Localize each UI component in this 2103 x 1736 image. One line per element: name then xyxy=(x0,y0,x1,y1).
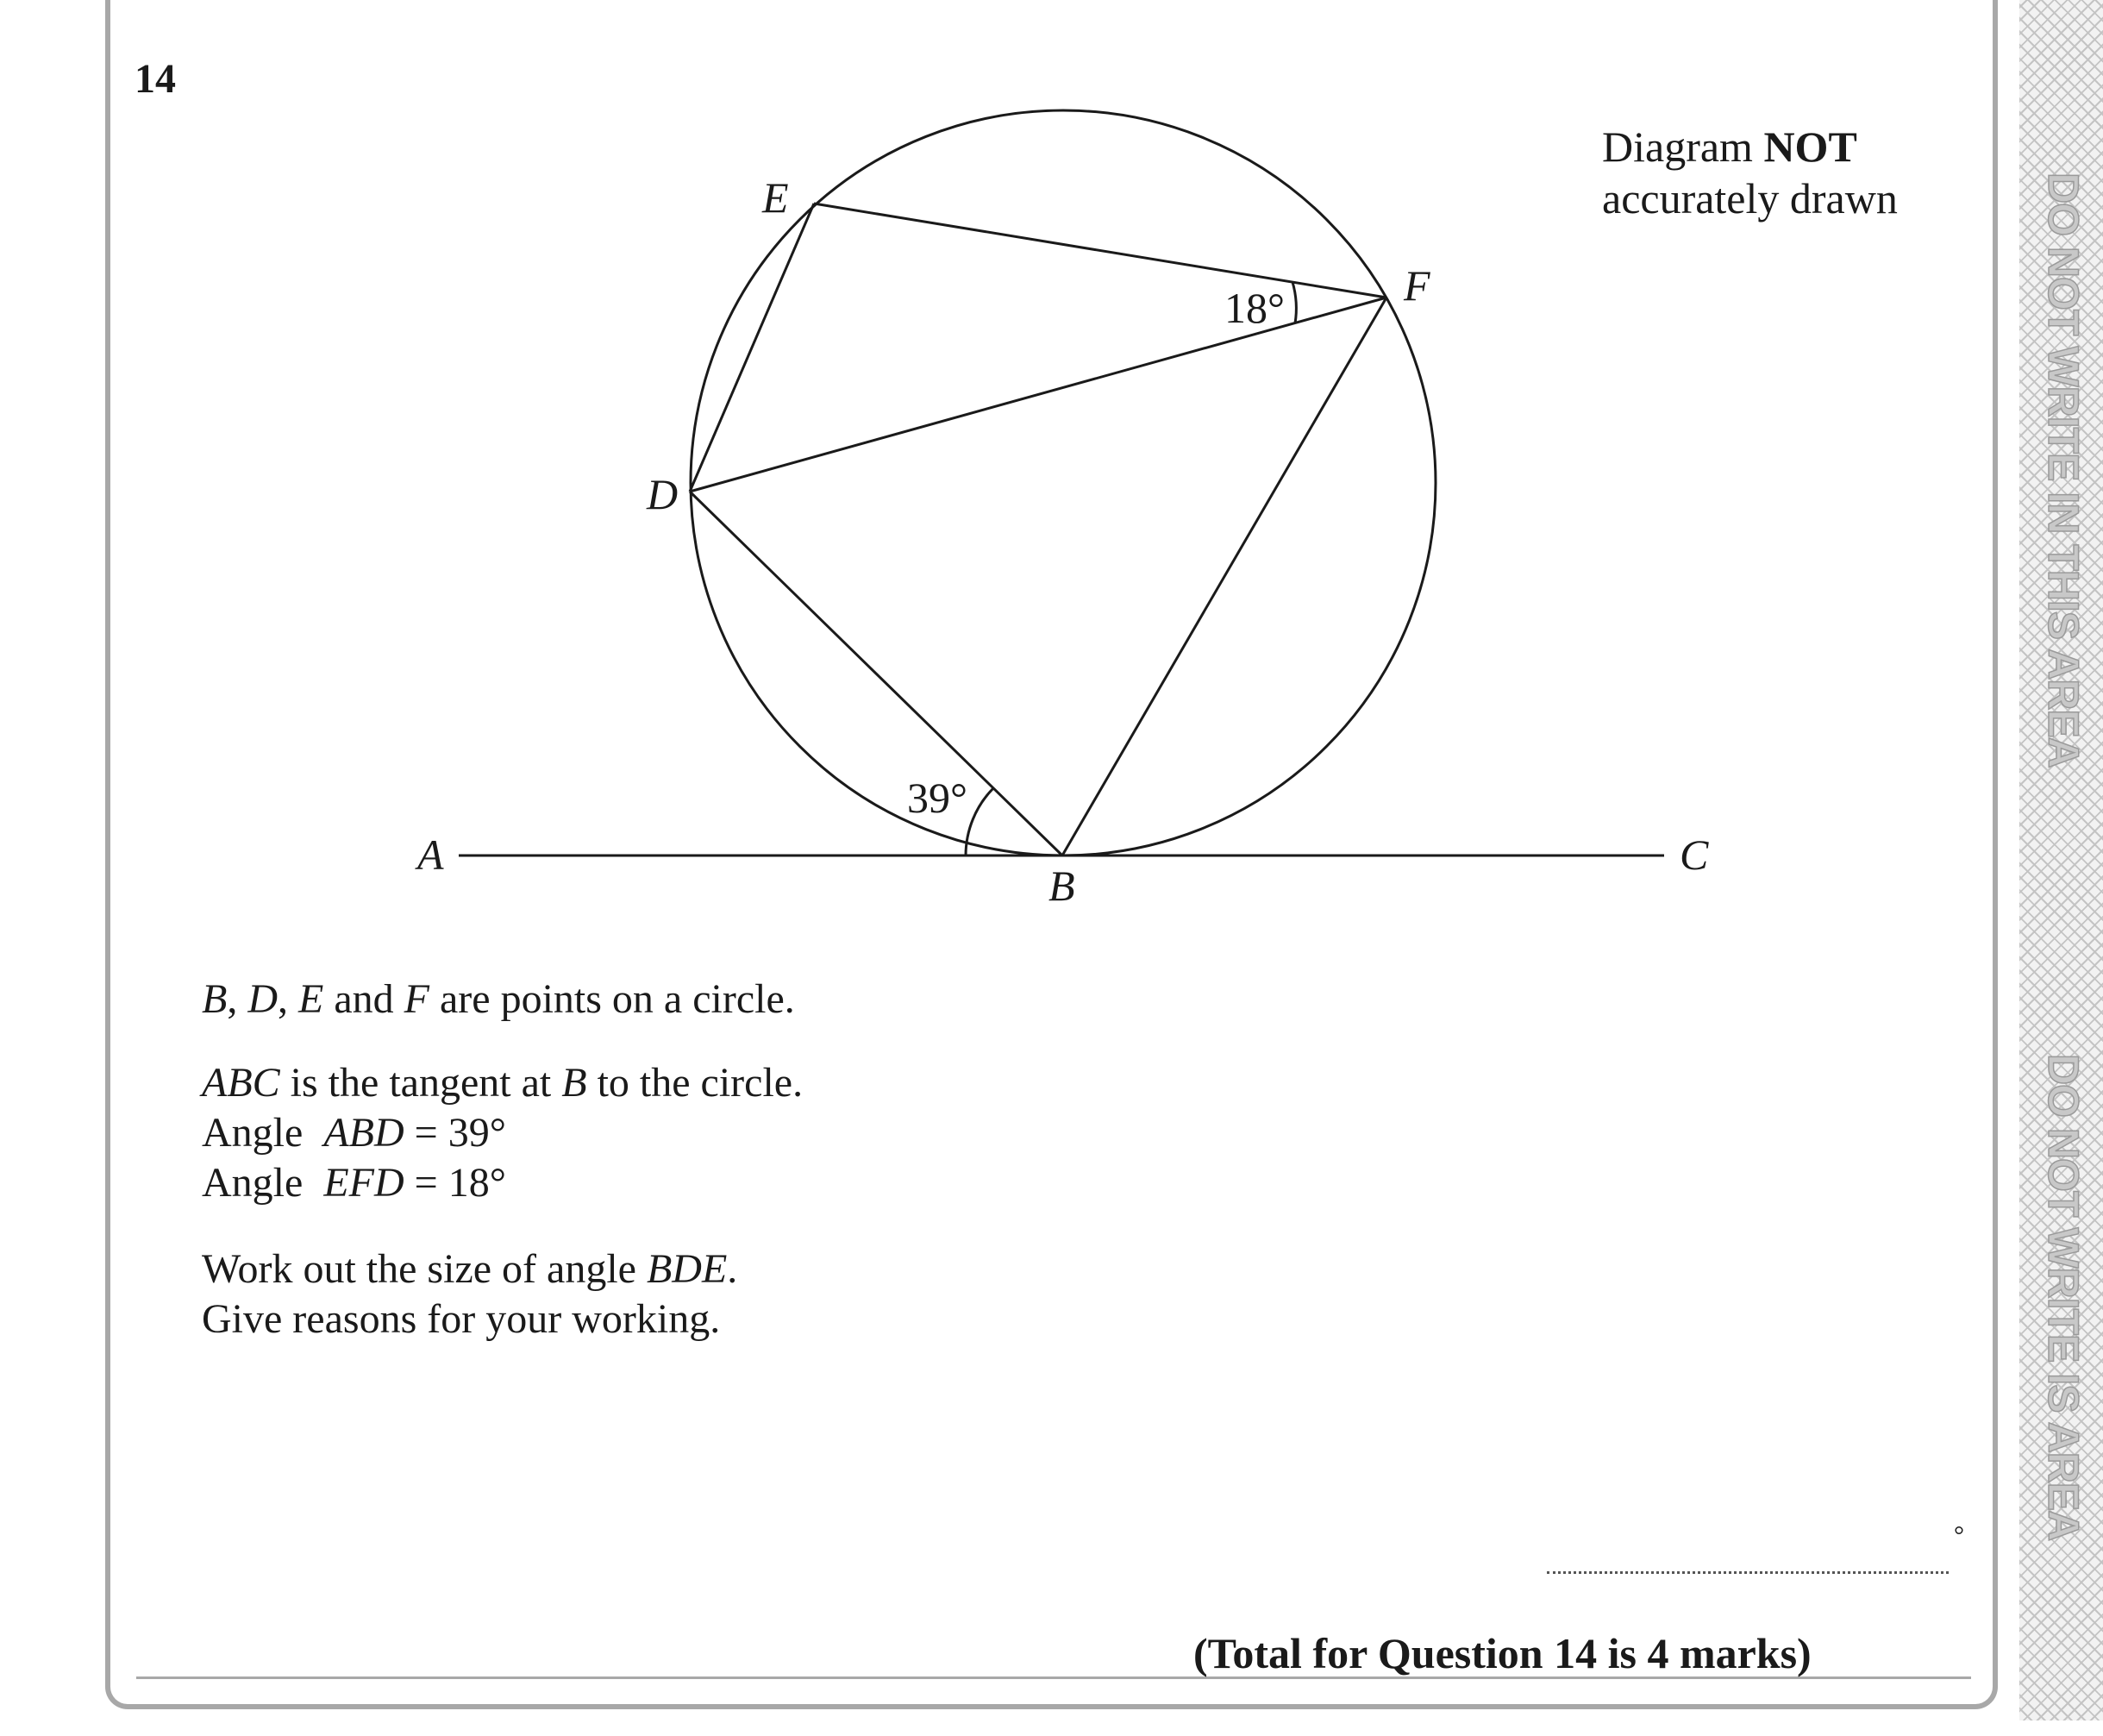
statement-mid: is the tangent at xyxy=(279,1060,562,1106)
note-prefix: Diagram xyxy=(1602,122,1764,171)
label-f: F xyxy=(1404,261,1430,310)
angle-value: = 18° xyxy=(404,1160,506,1206)
label-d: D xyxy=(647,470,679,518)
statement-angle-abd xyxy=(202,1108,506,1158)
statement-tangent xyxy=(202,1058,803,1108)
var-b: B xyxy=(561,1060,587,1106)
var-b: B xyxy=(202,976,228,1022)
margin-warning-bottom: DO NOT WRITE IS AREA xyxy=(2039,1054,2087,1541)
comma: , xyxy=(278,976,298,1022)
question-number: 14 xyxy=(135,56,176,102)
var-bde: BDE xyxy=(646,1246,728,1292)
instruction-text: Work out the size of angle xyxy=(202,1246,647,1292)
statement-angle-efd xyxy=(202,1158,506,1208)
answer-degree-symbol: ° xyxy=(1954,1521,1964,1550)
segment-fb xyxy=(1062,298,1386,855)
angle-value: = 39° xyxy=(404,1110,506,1156)
statement-rest: are points on a circle. xyxy=(429,976,795,1022)
angle-word: Angle xyxy=(202,1160,324,1206)
var-efd: EFD xyxy=(323,1160,404,1206)
comma: , xyxy=(227,976,248,1022)
word-and: and xyxy=(323,976,404,1022)
angle-arc-efd xyxy=(1292,282,1296,323)
total-marks: (Total for Question 14 is 4 marks) xyxy=(1193,1629,1812,1677)
label-b: B xyxy=(1048,862,1075,910)
note-line2: accurately drawn xyxy=(1602,174,1898,222)
segment-ef xyxy=(814,204,1386,298)
instruction-reasons: Give reasons for your working. xyxy=(202,1296,721,1342)
var-abc: ABC xyxy=(202,1060,280,1106)
angle-label-18: 18° xyxy=(1224,284,1285,332)
segment-de xyxy=(690,204,814,492)
label-e: E xyxy=(762,173,789,222)
var-e: E xyxy=(298,976,324,1022)
note-not: NOT xyxy=(1763,122,1857,171)
var-d: D xyxy=(247,976,278,1022)
label-c: C xyxy=(1680,830,1709,879)
circle xyxy=(691,110,1436,855)
var-abd: ABD xyxy=(323,1110,404,1156)
angle-label-39: 39° xyxy=(907,774,967,822)
angle-word: Angle xyxy=(202,1110,324,1156)
period: . xyxy=(727,1246,738,1292)
margin-warning-top: DO NOT WRITE IN THIS AREA xyxy=(2039,172,2087,768)
statement-rest: to the circle. xyxy=(586,1060,804,1106)
label-a: A xyxy=(417,830,444,879)
instruction-work-out xyxy=(202,1244,737,1294)
answer-line[interactable] xyxy=(1547,1571,1949,1574)
statement-points xyxy=(202,975,795,1025)
var-f: F xyxy=(404,976,429,1022)
segment-db xyxy=(690,492,1062,855)
